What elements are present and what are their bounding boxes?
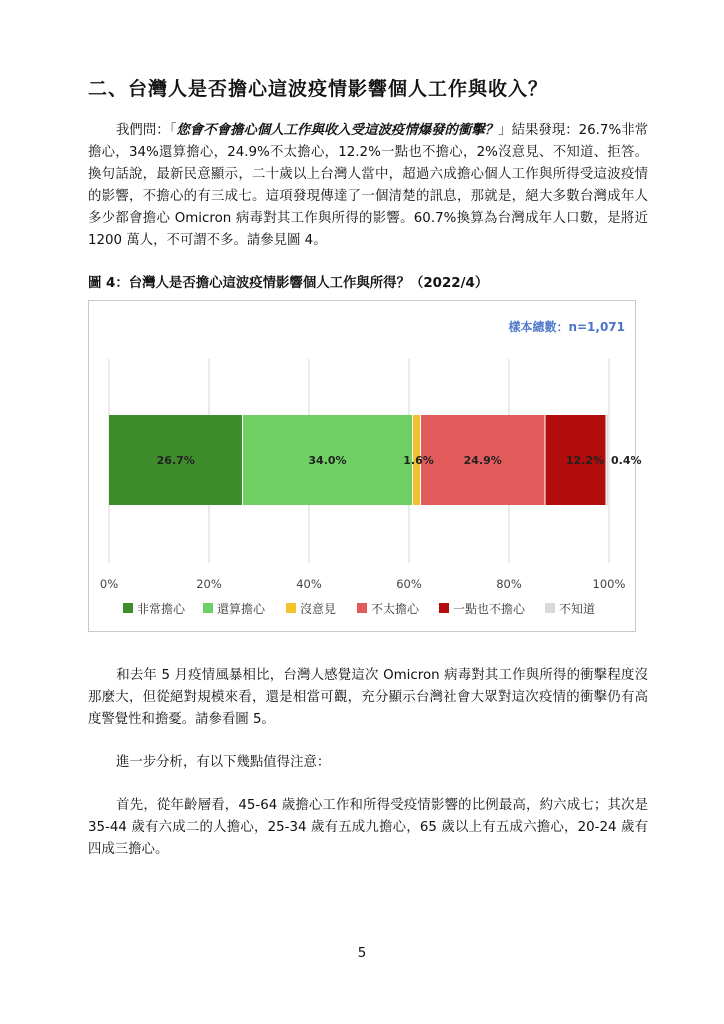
data-label: 26.7% [156, 454, 195, 467]
paragraph-analysis-intro-text: 進一步分析，有以下幾點值得注意： [116, 755, 331, 770]
legend-swatch [123, 603, 133, 613]
data-label: 1.6% [403, 454, 434, 467]
section-heading: 二、台灣人是否擔心這波疫情影響個人工作與收入？ [88, 78, 549, 100]
data-label: 12.2% [565, 454, 604, 467]
legend-label: 還算擔心 [217, 602, 266, 616]
paragraph-rest: 」結果發現：26.7%非常擔心，34%還算擔心，24.9%不太擔心，12.2%一點也不擔心，2%沒意見、不知道、拒答。換句話說，最新民意顯示，二十歲以上台灣人當中，超過六成擔心個人工作與所得受這波疫情的影響，不擔心的有三成七。這項發現傳達了一個清楚的訊息，那就是，絕大多數台灣成年人多少都會擔心 Omicron 病毒對其工作與所得的影響。60.7%換算為台灣成年人口數，是將近 1200 萬人，不可謂不多。請參見圖 4。 [88, 123, 648, 248]
paragraph-age-analysis-text: 首先，從年齡層看，45-64 歲擔心工作和所得受疫情影響的比例最高，約六成七；其次是 35-44 歲有六成二的人擔心，25-34 歲有五成九擔心，65 歲以上有五成六擔心，20-24 歲有四成三擔心。 [88, 798, 648, 857]
stacked-bar-chart [89, 301, 642, 631]
legend-label: 不太擔心 [371, 602, 420, 616]
legend-label: 不知道 [559, 602, 596, 616]
figure-title: 圖 4：台灣人是否擔心這波疫情影響個人工作與所得？（2022/4） [88, 276, 489, 291]
x-tick-label: 0% [99, 577, 119, 591]
x-tick-label: 60% [396, 577, 422, 591]
page-number: 5 [357, 946, 367, 961]
legend-swatch [545, 603, 555, 613]
legend-swatch [203, 603, 213, 613]
legend-label: 非常擔心 [137, 602, 186, 616]
paragraph-lead: 我們問：「 [116, 123, 177, 138]
x-tick-label: 40% [296, 577, 322, 591]
legend-label: 一點也不擔心 [453, 602, 526, 616]
data-label: 34.0% [308, 454, 347, 467]
data-label: 24.9% [463, 454, 502, 467]
survey-question: 您會不會擔心個人工作與收入受這波疫情爆發的衝擊？ [176, 123, 499, 138]
paragraph-comparison [88, 665, 648, 731]
chart-frame [88, 300, 642, 632]
paragraph-analysis-intro [88, 752, 648, 774]
paragraph-survey-results [88, 120, 648, 252]
legend-label: 沒意見 [300, 602, 337, 616]
legend-swatch [357, 603, 367, 613]
x-tick-label: 80% [496, 577, 522, 591]
data-label: 0.4% [611, 454, 642, 467]
x-tick-label: 20% [196, 577, 222, 591]
paragraph-age-analysis [88, 795, 648, 861]
legend-swatch [286, 603, 296, 613]
sample-size-note: 樣本總數：n=1,071 [508, 320, 625, 334]
legend-swatch [439, 603, 449, 613]
x-tick-label: 100% [592, 577, 626, 591]
paragraph-comparison-text: 和去年 5 月疫情風暴相比，台灣人感覺這次 Omicron 病毒對其工作與所得的衝擊程度沒那麼大，但從絕對規模來看，還是相當可觀，充分顯示台灣社會大眾對這次疫情的衝擊仍有高度警覺性和擔憂。請參看圖 5。 [88, 668, 648, 727]
